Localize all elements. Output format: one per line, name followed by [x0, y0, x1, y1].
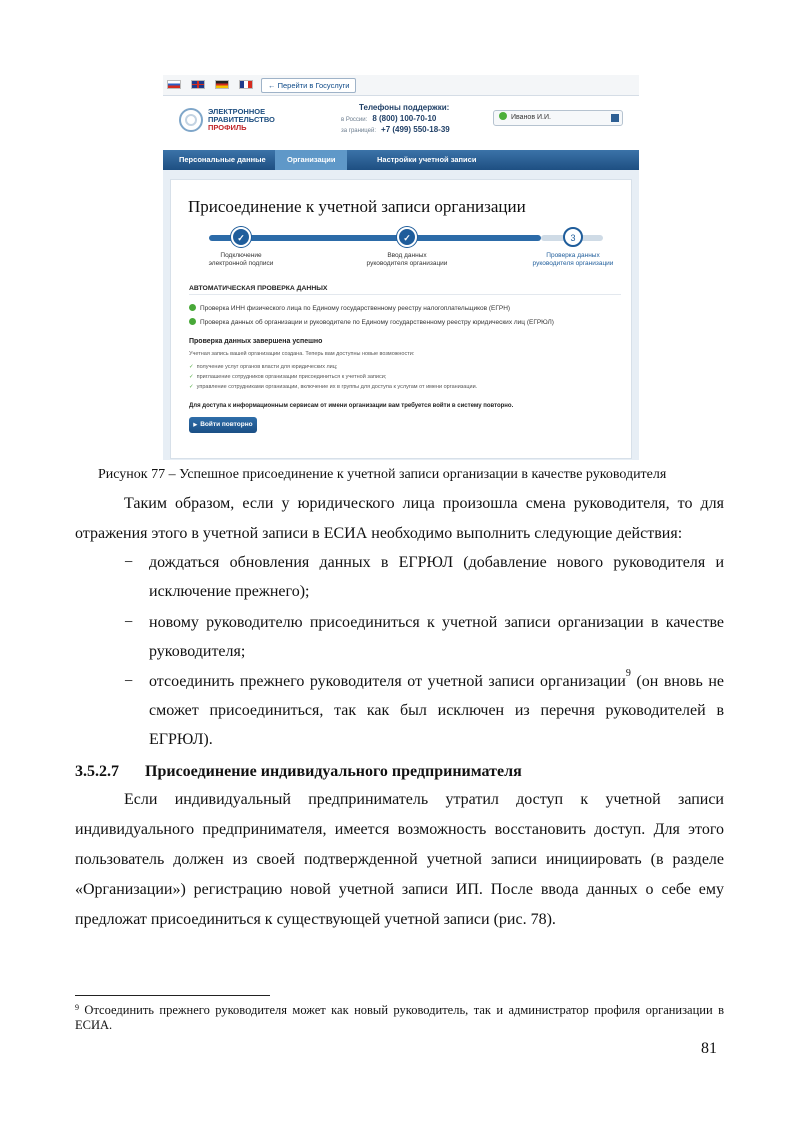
- check-success-icon: [189, 304, 196, 311]
- list-dash: −: [124, 673, 134, 690]
- support-russia: в России: 8 (800) 100-70-10: [341, 114, 437, 123]
- section-number: 3.5.2.7: [75, 763, 119, 780]
- tab-personal-data[interactable]: Персональные данные: [179, 155, 266, 164]
- auto-check-heading: АВТОМАТИЧЕСКАЯ ПРОВЕРКА ДАННЫХ: [189, 285, 328, 292]
- progress-line: [209, 235, 541, 241]
- site-header: [163, 96, 639, 150]
- step-3-label: Проверка данных руководителя организации: [532, 252, 614, 267]
- checkmark-icon: ✓: [189, 374, 194, 380]
- checkmark-icon: ✓: [189, 364, 194, 370]
- footnote: $^9$ Отсоединить прежнего руководителя может как новый руководитель, так и администратор профиля организации в ЕСИА.: [75, 1003, 724, 1032]
- list-dash: −: [124, 554, 134, 571]
- paragraph: Если индивидуальный предприниматель утратил доступ к учетной записи индивидуального предпринимателя, имеется возможность восстановить доступ. Для этого пользователь должен из своей подтвержденной учетной записи инициировать (в разделе «Организации») регистрацию новой учетной записи ИП. После ввода данных о себе ему предложат присоединиться к существующей учетной записи (рис. 78).: [75, 791, 724, 928]
- list-dash: −: [124, 614, 134, 631]
- step-1-check-icon: ✓: [231, 227, 251, 247]
- support-abroad: за границей: +7 (499) 550-18-39: [341, 125, 450, 134]
- relogin-button[interactable]: ▶ Войти повторно: [189, 417, 257, 433]
- status-ok-icon: [499, 112, 507, 120]
- list-item: новому руководителю присоединиться к учетной записи организации в качестве руководителя;: [149, 614, 724, 660]
- footnote-ref[interactable]: 9: [625, 668, 631, 679]
- site-logo-text[interactable]: ЭЛЕКТРОННОЕ ПРАВИТЕЛЬСТВО ПРОФИЛЬ: [208, 107, 275, 132]
- figure-caption: Рисунок 77 – Успешное присоединение к учетной записи организации в качестве руководителя: [98, 467, 667, 482]
- step-2-label: Ввод данных руководителя организации: [366, 252, 448, 267]
- russian-flag-icon[interactable]: [167, 80, 181, 89]
- step-2-check-icon: ✓: [397, 227, 417, 247]
- divider: [189, 294, 621, 295]
- paragraph: Таким образом, если у юридического лица произошла смена руководителя, то для отражения этого в учетной записи в ЕСИА необходимо выполнить следующие действия:: [75, 495, 724, 542]
- check-success-icon: [189, 318, 196, 325]
- gov-logo-icon: [179, 108, 203, 132]
- checkmark-icon: ✓: [189, 384, 194, 390]
- list-item: дождаться обновления данных в ЕГРЮЛ (добавление нового руководителя и исключение прежнего);: [149, 554, 724, 600]
- tab-account-settings[interactable]: Настройки учетной записи: [377, 155, 477, 164]
- step-3-indicator: 3: [563, 227, 583, 247]
- logout-icon[interactable]: [611, 114, 619, 122]
- main-nav: [163, 150, 639, 170]
- capability-item: ✓ управление сотрудниками организации, включение их в группы для доступа к услугам от имени организации.: [189, 384, 478, 390]
- relogin-note: Для доступа к информационным сервисам от имени организации вам требуется войти в систему повторно.: [189, 403, 514, 409]
- user-name: Иванов И.И.: [511, 114, 551, 121]
- list-item: отсоединить прежнего руководителя от учетной записи организации$^9$ (он вновь не сможет присоединиться, так как был исключен из перечня руководителей в ЕГРЮЛ).: [149, 668, 724, 748]
- support-title: Телефоны поддержки:: [359, 103, 450, 112]
- check-egrn: Проверка ИНН физического лица по Единому государственному реестру налогоплательщиков (ЕГРН): [189, 304, 510, 312]
- section-title: Присоединение индивидуального предпринимателя: [145, 763, 522, 780]
- language-bar: [163, 75, 639, 96]
- play-icon: ▶: [193, 422, 198, 428]
- footnote-divider: [75, 995, 270, 996]
- capability-item: ✓ получение услуг органов власти для юридических лиц;: [189, 364, 338, 370]
- page-number: 81: [701, 1040, 717, 1057]
- step-1-label: Подключение электронной подписи: [208, 252, 274, 267]
- user-menu[interactable]: [493, 110, 623, 126]
- embedded-screenshot: [163, 75, 639, 460]
- tab-organizations[interactable]: Организации: [275, 150, 347, 170]
- uk-flag-icon[interactable]: [191, 80, 205, 89]
- check-egrul: Проверка данных об организации и руководителе по Единому государственному реестру юридических лиц (ЕГРЮЛ): [189, 318, 554, 326]
- content-panel: [170, 179, 632, 459]
- account-created-text: Учетная запись вашей организации создана. Теперь вам доступны новые возможности:: [189, 351, 415, 357]
- footnote-mark: 9: [75, 1003, 79, 1012]
- go-to-gosuslugi-button[interactable]: ← Перейти в Госуслуги: [261, 78, 356, 93]
- capability-item: ✓ приглашение сотрудников организации присоединиться к учетной записи;: [189, 374, 387, 380]
- german-flag-icon[interactable]: [215, 80, 229, 89]
- check-done-heading: Проверка данных завершена успешно: [189, 338, 323, 345]
- page-title: Присоединение к учетной записи организации: [188, 197, 526, 216]
- french-flag-icon[interactable]: [239, 80, 253, 89]
